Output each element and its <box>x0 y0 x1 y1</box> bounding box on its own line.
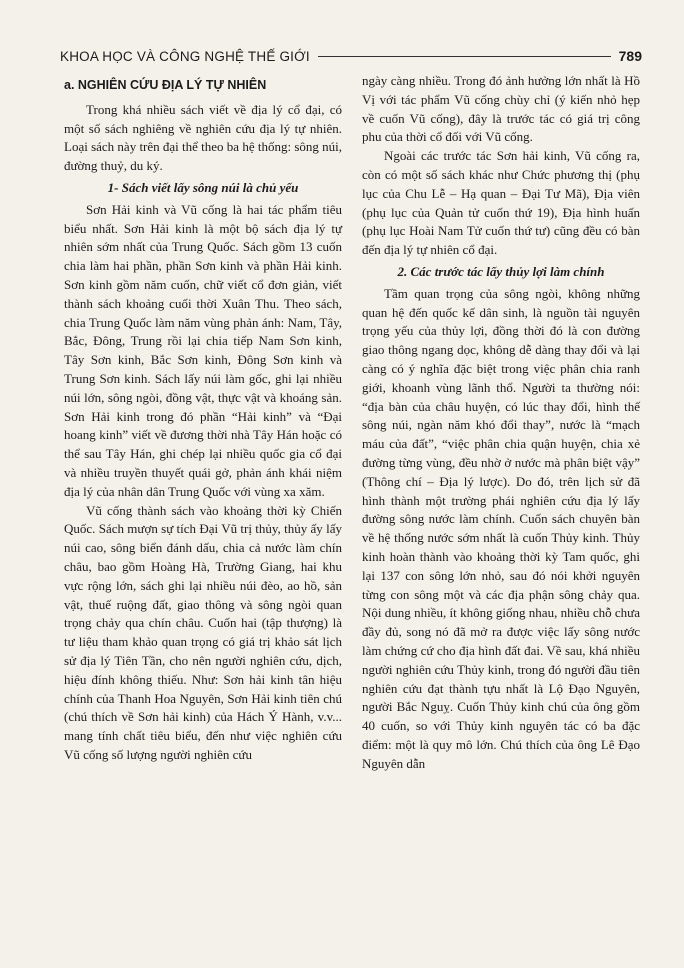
sub-heading: 2. Các trước tác lấy thủy lợi làm chính <box>397 263 605 279</box>
paragraph: Vũ cống thành sách vào khoảng thời kỳ Chiến Quốc. Sách mượn sự tích Đại Vũ trị thủy, thủy ấy lấy núi cao, sông biển đánh dấu, chia cả nước làm chín châu, bao gồm Hoàng Hà, Trường Giang, hai khu vực rộng lớn, sách ghi lại nhiều núi đèo, ao hồ, sản vật, thuế ruộng đất, giao thông và sông ngòi quan trọng chảy qua chín châu. Cuốn hai (tập thượng) là tư liệu tham khảo quan trọng có giá trị khảo sát lịch sử địa lý Tiên Tần, cho nên người nghiên cứu, dịch, hiệu đính không thiếu. Như: Sơn hải kinh tân hiệu chính của Thanh Hoa Nguyên, Sơn Hải kinh tiên chú (chú thích về Sơn hải kinh) của Hách Ý Hành, v.v... mang tính chất tiêu biểu, đến như việc nghiên cứu Vũ cống số lượng người nghiên cứu <box>64 502 342 762</box>
header-rule <box>318 56 611 57</box>
running-title: KHOA HỌC VÀ CÔNG NGHỆ THẾ GIỚI <box>60 48 310 64</box>
paragraph: ngày càng nhiều. Trong đó ảnh hưởng lớn nhất là Hồ Vị với tác phẩm Vũ cống chùy chỉ (ý kiến nhỏ hẹp về cuốn Vũ cống), đây là trước tác có giá trị công phu của thời cổ đối với Vũ cống. <box>362 73 640 145</box>
section-heading: a. NGHIÊN CỨU ĐỊA LÝ TỰ NHIÊN <box>64 78 267 92</box>
left-column <box>64 72 342 765</box>
page-header <box>60 44 642 68</box>
page-number: 789 <box>618 48 642 64</box>
paragraph: Trong khá nhiều sách viết về địa lý cổ đại, có một số sách nghiêng về nghiên cứu địa lý tự nhiên. Loại sách này trên đại thể theo ba hệ thống: sông núi, đường thuỷ, du ký. <box>64 101 342 174</box>
paragraph: Ngoài các trước tác Sơn hải kinh, Vũ cống ra, còn có một số sách khác như Chức phương thị (phụ lục của Chu Lễ – Hạ quan – Đại Tư Mã), Địa viên (phụ lục của Quản tử cuốn thứ 19), Địa hình huấn (phụ lục Hoài Nam Tử cuốn thứ tư) cũng đều có bàn đến địa lý tự nhiên cổ đại. <box>362 148 640 258</box>
sub-heading: 1- Sách viết lấy sông núi là chủ yếu <box>107 179 299 195</box>
paragraph: Tầm quan trọng của sông ngòi, không những quan hệ đến quốc kế dân sinh, là nguồn tài nguyên trọng yếu của thủy lợi, đồng thời đó là con đường giao thông ngang dọc, không dễ dàng thay đổi và lại càng có ý nghĩa đặc biệt trong việc phân chia ranh giới, khoanh vùng lãnh thổ. Người ta thường nói: “địa bàn của châu huyện, có lúc thay đổi, hình thế sông núi, ngàn năm khó đổi thay”, nước là “mạch máu của đất”, “việc phân chia quận huyện, chia xẻ đường từng vùng, đều nhờ ở nước mà phân biệt vậy” (Thông chí – Địa lý lược). Do đó, trên lịch sử đã hình thành một trường phái nghiên cứu địa lý lấy đường sông nước làm chính. Cuốn sách chuyên bàn về hệ thống nước sớm nhất là cuốn Thủy kinh. Thủy kinh hoàn thành vào khoảng thời kỳ Tam quốc, ghi lại 137 con sông lớn nhỏ, sau đó nói khởi nguyên từng con sông một và các địa phận sông chảy qua. Nội dung nhiều, ít không giống nhau, nhiều chỗ chưa đầy đủ, song nó đã mở ra được việc lấy sông nước làm chứng cứ cho địa hình đất đai. Về sau, khá nhiều người nghiên cứu Thủy kinh, trong đó người đầu tiên nghiên cứu đạt thành tựu nhất là Lộ Đạo Nguyên, người Bắc Nguỵ. Cuốn Thủy kinh chú của ông gồm 40 cuốn, so với Thủy kinh nguyên tác có ba đặc điểm: một là quy mô lớn. Chú thích của ông Lê Đạo Nguyên dẫn <box>362 285 640 771</box>
paragraph: Sơn Hải kinh và Vũ cống là hai tác phẩm tiêu biểu nhất. Sơn Hải kinh là một bộ sách địa lý tự nhiên sớm nhất của Trung Quốc. Sách gồm 13 cuốn chia làm hai phần, phần Sơn kinh và phần Hải kinh. Sơn kinh gồm năm cuốn, chữ viết cổ đơn giản, viết thành sách khoảng cuối thời Xuân Thu. Theo sách, chia Trung Quốc làm năm vùng phản ánh: Nam, Tây, Bắc, Đông, Trung rồi lại chia tiếp Nam Sơn kinh, Tây Sơn kinh, Bắc Sơn kinh, Đông Sơn kinh và Trung Sơn kinh. Sách lấy núi làm gốc, ghi lại nhiều núi lớn, sông ngòi, đồng vật, thực vật và khoáng sản. Sơn Hải kinh trong đó phần “Hải kinh” và “Đại hoang kinh” viết về đương thời nhà Tây Hán hoặc có thể sau Tây Hán, ghi chép lại nhiều quốc gia cổ đại và nhiều truyền thuyết quái gở, phản ánh khái niệm địa lý của nhân dân Trung Quốc với vùng xa xăm. <box>64 201 342 499</box>
right-column <box>362 72 640 773</box>
